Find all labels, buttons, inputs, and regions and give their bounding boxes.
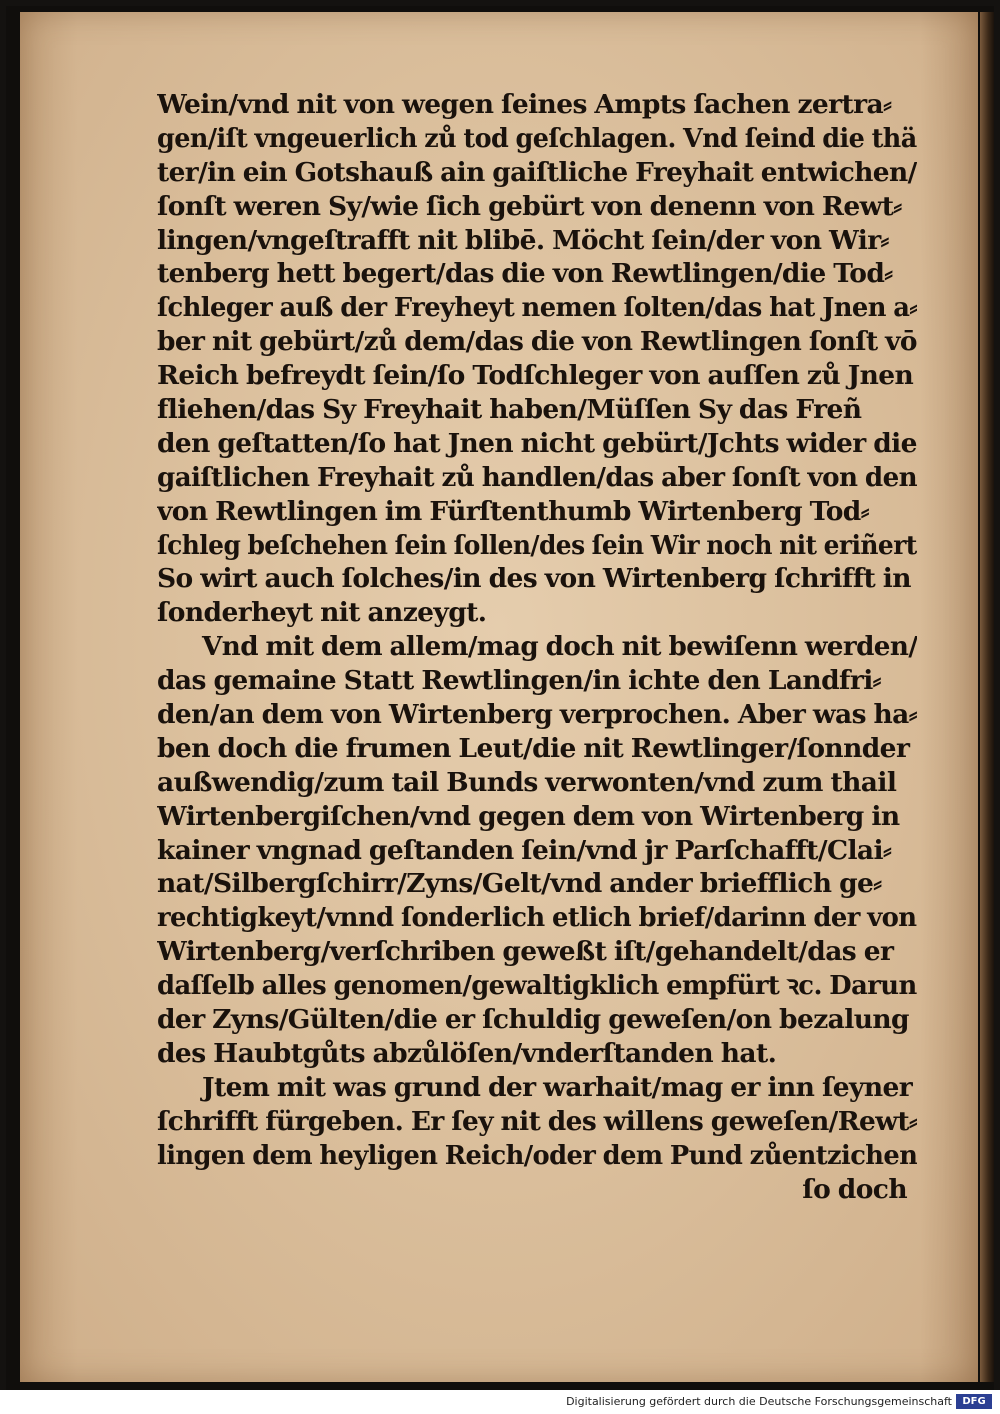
text-line: ter/in ein Gotshauß ain gaiſtliche Freyhait entwichen/	[157, 156, 917, 188]
book-binding-edge	[980, 12, 994, 1382]
catchword: ſo doch	[802, 1173, 907, 1205]
text-line: nat/Silbergſchirr/Zyns/Gelt/vnd ander briefflich ge⸗	[157, 868, 882, 900]
text-line: tenberg hett begert/das die von Rewtlingen/die Tod⸗	[157, 258, 893, 290]
body-text	[157, 88, 917, 1206]
text-line: gen/iſt vngeuerlich zů tod geſchlagen. Vnd ſeind die thä	[157, 122, 917, 154]
paragraph-start-line: Jtem mit was grund der warhait/mag er inn ſeyner	[202, 1071, 913, 1103]
text-line: So wirt auch ſolches/in des von Wirtenberg ſchrifft in	[157, 563, 911, 595]
text-line: Wirtenbergiſchen/vnd gegen dem von Wirtenberg in	[157, 800, 900, 832]
text-line: ber nit gebürt/zů dem/das die von Rewtlingen ſonſt vō	[157, 326, 917, 358]
text-line: Reich befreydt ſein/ſo Todſchleger von auſſen zů Jnen	[157, 360, 914, 392]
text-line: ſchleger auß der Freyheyt nemen ſolten/das hat Jnen a⸗	[157, 292, 917, 324]
text-line: Wirtenberg/verſchriben geweßt iſt/gehandelt/das er	[157, 936, 894, 968]
text-line: Wein/vnd nit von wegen ſeines Ampts ſachen zertra⸗	[157, 89, 892, 120]
text-line: kainer vngnad geſtanden ſein/vnd jr Parſchafft/Clai⸗	[157, 834, 892, 866]
text-line: außwendig/zum tail Bunds verwonten/vnd zum thail	[157, 766, 897, 798]
text-line: ſchleg beſchehen ſein ſollen/des ſein Wir noch nit eriñert	[157, 529, 917, 561]
text-line: ſonderheyt nit anzeygt.	[157, 597, 487, 629]
text-line: lingen/vngeſtrafft nit blibē. Möcht ſein/der von Wir⸗	[157, 224, 889, 256]
text-line: ſonſt weren Sy/wie ſich gebürt von denenn von Rewt⸗	[157, 190, 902, 222]
text-line: rechtigkeyt/vnnd ſonderlich etlich brief/darinn der von	[157, 902, 917, 934]
footer-credit: Digitalisierung gefördert durch die Deutsche Forschungsgemeinschaft	[566, 1395, 952, 1408]
text-line: den/an dem von Wirtenberg verprochen. Aber was ha⸗	[157, 699, 917, 731]
digitization-footer	[0, 1390, 1000, 1414]
text-line: gaiſtlichen Freyhait zů handlen/das aber ſonſt von den	[157, 461, 917, 493]
text-line: ſchrifft fürgeben. Er ſey nit des willens geweſen/Rewt⸗	[157, 1105, 917, 1137]
text-line: von Rewtlingen im Fürſtenthumb Wirtenberg Tod⸗	[157, 495, 869, 527]
text-line: lingen dem heyligen Reich/oder dem Pund zůentzichen	[157, 1139, 917, 1171]
text-line: das gemaine Statt Rewtlingen/in ichte den Landfri⸗	[157, 665, 881, 697]
text-line: den geſtatten/ſo hat Jnen nicht gebürt/Jchts wider die	[157, 427, 917, 459]
dfg-logo-icon: DFG	[956, 1394, 992, 1409]
paragraph-start-line: Vnd mit dem allem/mag doch nit bewiſenn werden/	[202, 631, 917, 663]
text-line: fliehen/das Sy Freyhait haben/Müſſen Sy das Freñ	[157, 394, 862, 426]
text-line: daſſelb alles genomen/gewaltigklich empfürt ꝛc. Darun	[157, 970, 917, 1002]
text-line: ben doch die frumen Leut/die nit Rewtlinger/ſonnder	[157, 732, 910, 764]
text-line: der Zyns/Gülten/die er ſchuldig geweſen/on bezalung	[157, 1004, 909, 1036]
text-line: des Haubtgůts abzůlöſen/vnderſtanden hat.	[157, 1037, 777, 1069]
